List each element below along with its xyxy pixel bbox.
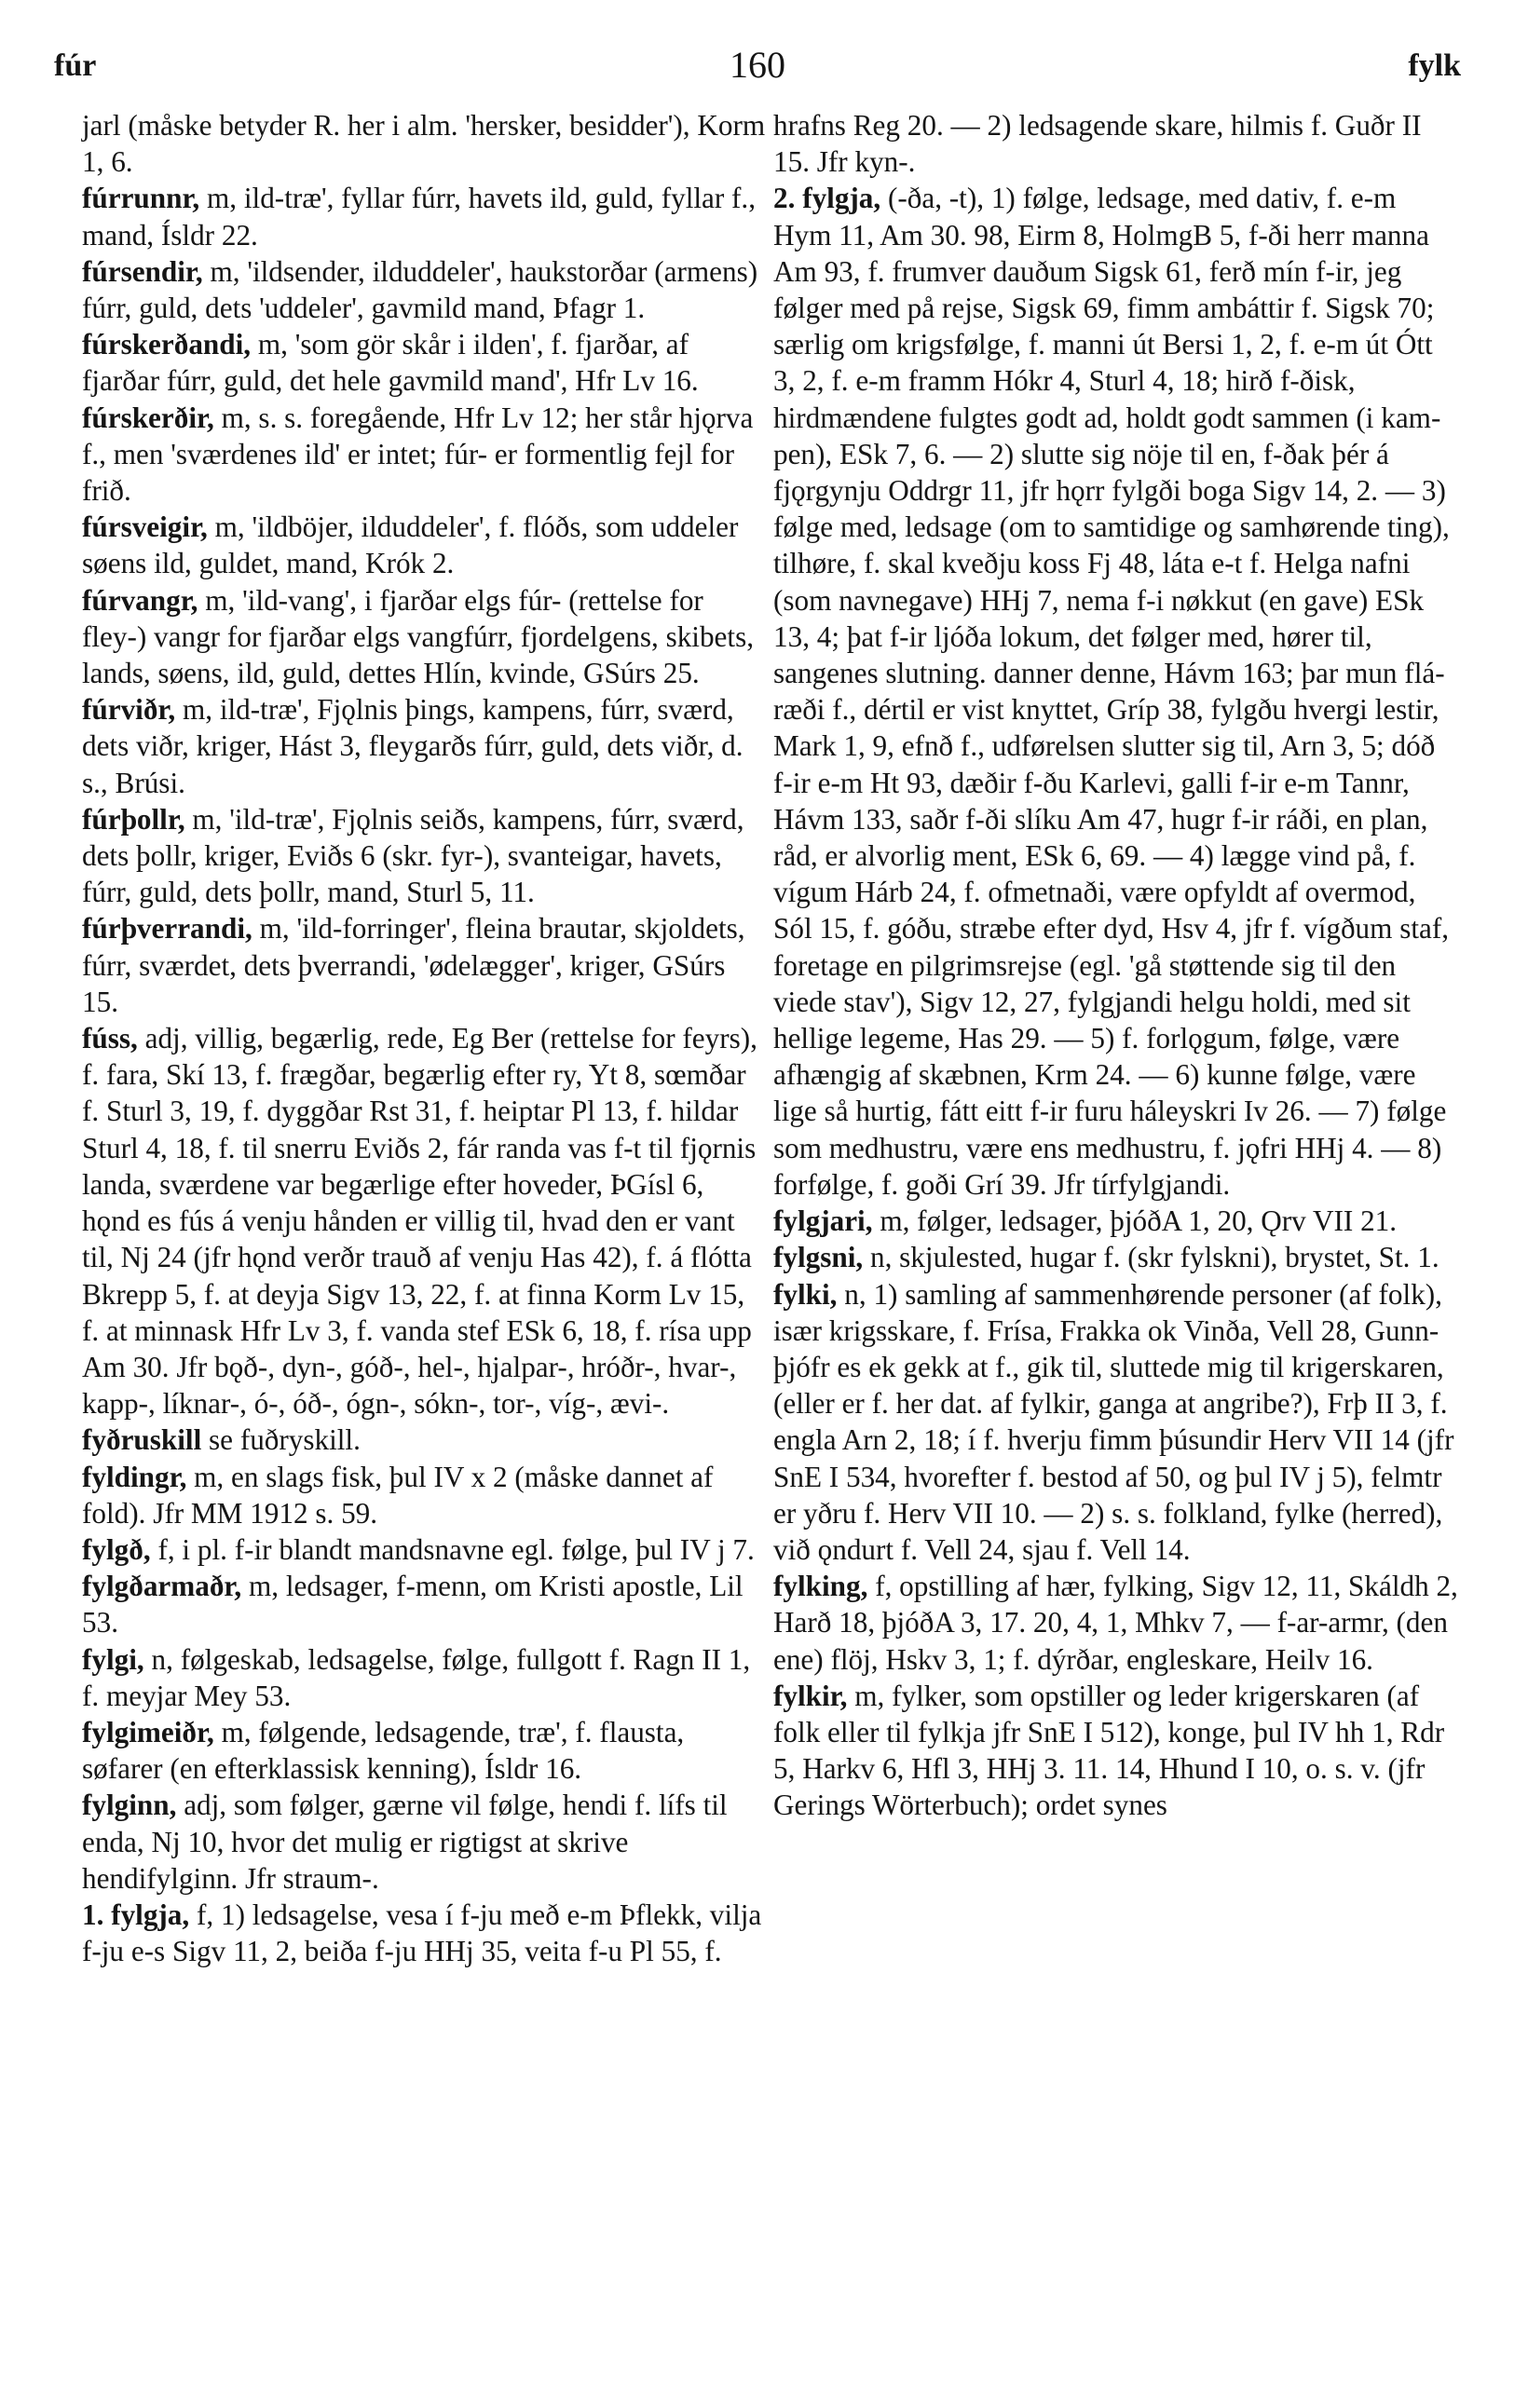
dictionary-entry xyxy=(82,582,767,692)
dictionary-entry xyxy=(82,1422,767,1458)
entry-headword: fúrvangr, xyxy=(82,583,198,617)
entry-definition: n, følgeskab, ledsagelse, følge, fullgott f. Ragn II 1, f. meyjar Mey 53. xyxy=(82,1642,751,1712)
left-column xyxy=(82,107,767,1969)
dictionary-entry xyxy=(82,1020,767,1422)
dictionary-entry xyxy=(82,910,767,1020)
entry-headword: fylgimeiðr, xyxy=(82,1715,214,1748)
right-running-headword: fylk xyxy=(1408,48,1461,83)
entry-definition: m, 'som gör skår i ilden', f. fjarðar, af fjarðar fúrr, guld, det hele gavmild mand', Hfr Lv 16. xyxy=(82,328,699,398)
dictionary-entry xyxy=(773,1678,1458,1824)
entry-headword: fúrsendir, xyxy=(82,254,203,288)
dictionary-entry xyxy=(82,1641,767,1714)
entry-headword: fylgð, xyxy=(82,1532,151,1566)
entry-headword: fúrþverrandi, xyxy=(82,912,252,946)
entry-definition: f, opstilling af hær, fylking, Sigv 12, 11, Skáldh 2, Harð 18, þjóðA 3, 17. 20, 4, 1, Mhkv 7, — f-ar-armr, (den ene) flöj, Hskv 3, 1; f. dýrðar, engleskare, Heilv 16. xyxy=(773,1570,1458,1676)
entry-headword: fúrrunnr, xyxy=(82,182,200,215)
dictionary-entry xyxy=(82,691,767,801)
entry-headword: 1. fylgja, xyxy=(82,1898,190,1931)
entry-definition: se fuðryskill. xyxy=(201,1423,361,1457)
entry-definition: m, ild-træ', fyllar fúrr, havets ild, guld, fyllar f., mand, Ísldr 22. xyxy=(82,182,757,252)
right-column xyxy=(773,107,1458,1824)
entry-definition: m, ild-træ', Fjǫlnis þings, kampens, fúrr, sværd, dets viðr, kriger, Hást 3, fleygarðs fúrr, guld, dets viðr, d. s., Brúsi. xyxy=(82,693,744,799)
dictionary-entry xyxy=(773,1568,1458,1678)
entry-headword: 2. fylgja, xyxy=(773,182,881,215)
dictionary-entry xyxy=(82,509,767,581)
entry-definition: jarl (måske betyder R. her i alm. 'hersker, besidder'), Korm 1, 6. xyxy=(82,109,766,179)
dictionary-entry xyxy=(82,1897,767,1969)
dictionary-entry xyxy=(82,253,767,326)
entry-definition: m, 'ild-træ', Fjǫlnis seiðs, kampens, fúrr, sværd, dets þollr, kriger, Eviðs 6 (skr. fyr-), svanteigar, havets, fúrr, guld, dets þollr, mand, Sturl 5, 11. xyxy=(82,802,744,909)
dictionary-entry xyxy=(773,1203,1458,1239)
dictionary-entry xyxy=(82,1531,767,1568)
dictionary-entry xyxy=(82,801,767,911)
entry-headword: fylginn, xyxy=(82,1789,177,1822)
entry-headword: fyldingr, xyxy=(82,1460,187,1493)
entry-headword: fyðruskill xyxy=(82,1423,202,1457)
entry-headword: fúrþollr, xyxy=(82,802,185,836)
entry-definition: m, 'ild-vang', i fjarðar elgs fúr- (rettelse for fley-) vangr for fjarðar elgs vangfúrr, fjordelgens, skibets, lands, søens, ild, guld, dettes Hlín, kvinde, GSúrs 25. xyxy=(82,583,754,690)
entry-headword: fúrskerðir, xyxy=(82,401,214,434)
entry-definition: f, i pl. f-ir blandt mandsnavne egl. følge, þul IV j 7. xyxy=(150,1532,755,1566)
entry-headword: fylki, xyxy=(773,1277,838,1311)
dictionary-entry xyxy=(82,1714,767,1787)
dictionary-entry xyxy=(773,1239,1458,1275)
entry-headword: fylking, xyxy=(773,1570,868,1603)
entry-definition: m, en slags fisk, þul IV x 2 (måske dannet af fold). Jfr MM 1912 s. 59. xyxy=(82,1460,714,1530)
entry-definition: m, 'ildsender, ilduddeler', haukstorðar (armens) fúrr, guld, dets 'uddeler', gavmild mand, Þfagr 1. xyxy=(82,254,758,325)
entry-definition: m, ledsager, f-menn, om Kristi apostle, Lil 53. xyxy=(82,1570,744,1639)
dictionary-entry xyxy=(82,1787,767,1897)
entry-headword: fúrsveigir, xyxy=(82,510,208,544)
entry-definition: m, fylker, som opstiller og leder krigerskaren (af folk eller til fylkja jfr SnE I 512), konge, þul IV hh 1, Rdr 5, Harkv 6, Hfl 3, HHj 3. 11. 14, Hhund I 10, o. s. v. (jfr Gerings Wörterbuch); ordet synes xyxy=(773,1679,1445,1822)
entry-definition: m, følgende, ledsagende, træ', f. flausta, søfarer (en efterklassisk kenning), Ísldr 16. xyxy=(82,1715,685,1786)
dictionary-entry xyxy=(82,180,767,252)
entry-headword: fúrskerðandi, xyxy=(82,328,252,361)
entry-definition: m, følger, ledsager, þjóðA 1, 20, Ǫrv VII 21. xyxy=(872,1204,1398,1238)
entry-headword: fylgðarmaðr, xyxy=(82,1570,242,1603)
dictionary-entry xyxy=(82,1459,767,1531)
entry-definition: f, 1) ledsagelse, vesa í f-ju með e-m Þflekk, vilja f-ju e-s Sigv 11, 2, beiða f-ju HHj 35, veita f-u Pl 55, f. xyxy=(82,1898,762,1968)
entry-definition: m, 'ildböjer, ilduddeler', f. flóðs, som uddeler søens ild, guldet, mand, Krók 2. xyxy=(82,510,739,580)
entry-headword: fylgi, xyxy=(82,1642,144,1676)
entry-definition: n, 1) samling af sammenhørende personer (af folk), især krigsskare, f. Frísa, Frakka ok Vinða, Vell 28, Gunnþjófr es ek gekk at f., gik til, sluttede mig til krigerskaren, (eller er f. her dat. af fylkir, ganga at angribe?), Frþ II 3, f. engla Arn 2, 18; í f. hverju fimm þúsundir Herv VII 14 (jfr SnE I 534, hvorefter f. bestod af 50, og þul IV j 5), felmtr er yðru f. Herv VII 10. — 2) s. s. folkland, fylke (herred), við ǫndurt f. Vell 24, sjau f. Vell 14. xyxy=(773,1277,1454,1566)
entry-definition: n, skjulested, hugar f. (skr fylskni), brystet, St. 1. xyxy=(863,1241,1439,1274)
dictionary-entry xyxy=(773,1276,1458,1569)
dictionary-entry xyxy=(773,180,1458,1203)
entry-headword: fylkir, xyxy=(773,1679,848,1712)
dictionary-entry xyxy=(82,326,767,399)
dictionary-entry xyxy=(773,107,1458,180)
page-header xyxy=(54,37,1461,93)
entry-headword: fylgjari, xyxy=(773,1204,873,1238)
dictionary-entry xyxy=(82,1568,767,1640)
entry-definition: (-ða, -t), 1) følge, ledsage, med dativ, f. e-m Hym 11, Am 30. 98, Eirm 8, HolmgB 5, f-ði herr manna Am 93, f. frumver dauðum Sigsk 61, ferð mín f-ir, jeg følger med på rejse, Sigsk 69, fimm ambáttir f. Sigsk 70; særlig om krigsfølge, f. manni út Bersi 1, 2, f. e-m út Ótt 3, 2, f. e-m framm Hókr 4, Sturl 4, 18; hirð f-ðisk, hirdmændene fulgtes godt ad, holdt godt sammen (i kampen), ESk 7, 6. — 2) slutte sig nöje til en, f-ðak þér á fjǫrgynju Oddrgr 11, jfr hǫrr fylgði boga Sigv 14, 2. — 3) følge med, ledsage (om to samtidige og samhørende ting), tilhøre, f. skal kveðju koss Fj 48, láta e-t f. Helga nafni (som navnegave) HHj 7, nema f-i nøkkut (en gave) ESk 13, 4; þat f-ir ljóða lokum, det følger med, hører til, sangenes slutning. danner denne, Hávm 163; þar mun fláræði f., dértil er vist knyttet, Gríp 38, fylgðu hvergi lestir, Mark 1, 9, efnð f., udførelsen slutter sig til, Arn 3, 5; dóð f-ir e-m Ht 93, dæðir f-ðu Karlevi, galli f-ir e-m Tannr, Hávm 133, saðr f-ði slíku Am 47, hugr f-ir ráði, en plan, råd, er alvorlig ment, ESk 6, 69. — 4) lægge vind på, f. vígum Hárb 24, f. ofmetnaði, være opfyldt af overmod, Sól 15, f. góðu, stræbe efter dyd, Hsv 4, jfr f. vígðum staf, foretage en pilgrimsrejse (egl. 'gå støttende sig til den viede stav'), Sigv 12, 27, fylgjandi helgu holdi, med sit hellige legeme, Has 29. — 5) f. forlǫgum, følge, være afhængig af skæbnen, Krm 24. — 6) kunne følge, være lige så hurtig, fátt eitt f-ir furu háleyskri Iv 26. — 7) følge som medhustru, være ens medhustru, f. jǫfri HHj 4. — 8) forfølge, f. goði Grí 39. Jfr tírfylgjandi. xyxy=(773,182,1450,1201)
entry-definition: adj, villig, begærlig, rede, Eg Ber (rettelse for feyrs), f. fara, Skí 13, f. frægðar, begærlig efter ry, Yt 8, sœmðar f. Sturl 3, 19, f. dyggðar Rst 31, f. heiptar Pl 13, f. hildar Sturl 4, 18, f. til snerru Eviðs 2, fár randa vas f-t til fjǫrnis landa, sværdene var begærlige efter hoveder, ÞGísl 6, hǫnd es fús á venju hånden er villig til, hvad den er vant til, Nj 24 (jfr hǫnd verðr trauð af venju Has 42), f. á flótta Bkrepp 5, f. at deyja Sigv 13, 22, f. at finna Korm Lv 15, f. at minnask Hfr Lv 3, f. vanda stef ESk 6, 18, f. rísa upp Am 30. Jfr bǫð-, dyn-, góð-, hel-, hjalpar-, hróðr-, hvar-, kapp-, líknar-, ó-, óð-, ógn-, sókn-, tor-, víg-, ævi-. xyxy=(82,1022,757,1421)
entry-headword: fúrviðr, xyxy=(82,693,176,727)
entry-definition: adj, som følger, gærne vil følge, hendi f. lífs til enda, Nj 10, hvor det mulig er rigtigst at skrive hendifylginn. Jfr straum-. xyxy=(82,1789,728,1895)
entry-headword: fúss, xyxy=(82,1022,138,1055)
dictionary-entry xyxy=(82,107,767,180)
entry-definition: m, s. s. foregående, Hfr Lv 12; her står hjǫrva f., men 'sværdenes ild' er intet; fúr- er formentlig fejl for frið. xyxy=(82,401,754,508)
entry-definition: hrafns Reg 20. — 2) ledsagende skare, hilmis f. Guðr II 15. Jfr kyn-. xyxy=(773,109,1422,179)
left-running-headword: fúr xyxy=(54,48,97,83)
dictionary-entry xyxy=(82,400,767,510)
entry-headword: fylgsni, xyxy=(773,1241,864,1274)
page-number: 160 xyxy=(730,44,785,86)
entry-definition: m, 'ild-forringer', fleina brautar, skjoldets, fúrr, sværdet, dets þverrandi, 'ødelægger', kriger, GSúrs 15. xyxy=(82,912,745,1018)
